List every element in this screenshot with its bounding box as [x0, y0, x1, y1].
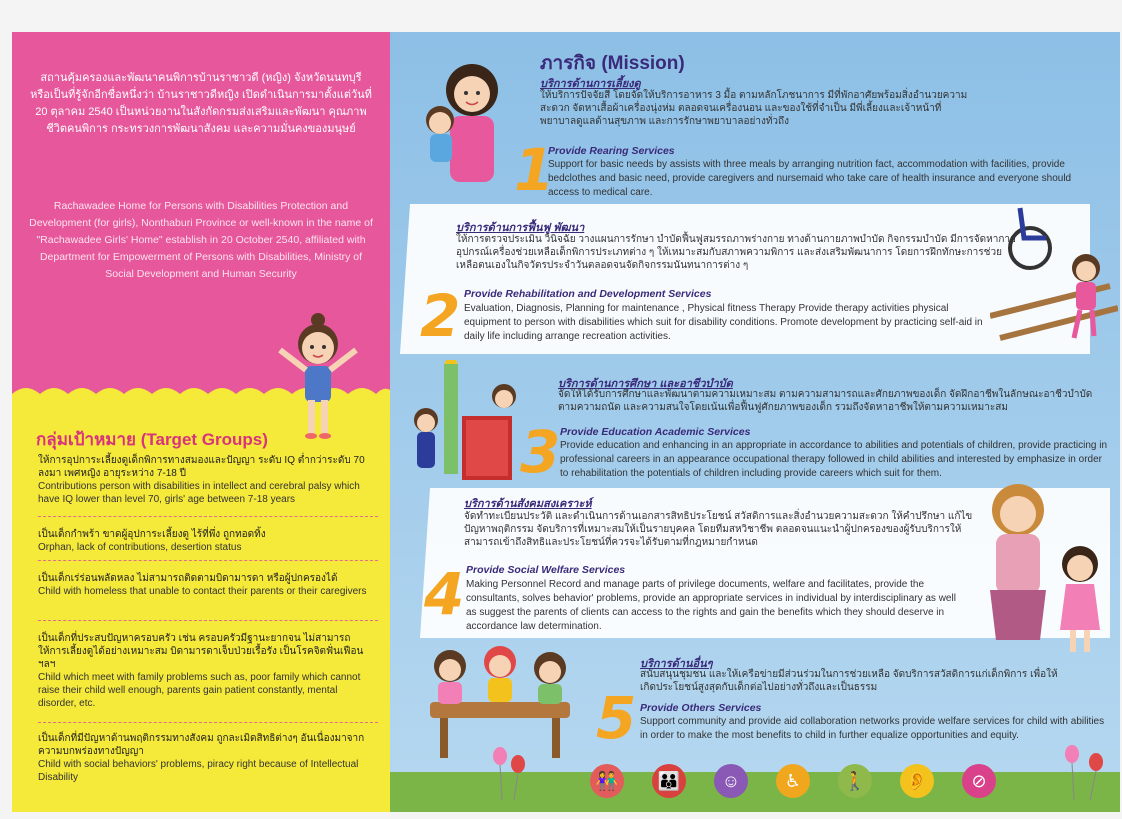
- service-4-english-text: Making Personnel Record and manage parts of privilege documents, welfare and facilitates, provide the consultants, solves behavior' problems, provide an appropriate services in individual by interdisciplinary as well as suggest the parents of clients can access to the rights and gain the benefits which they should deserve in accordance law determination.: [466, 579, 956, 632]
- disability-icons-row: [590, 764, 1110, 804]
- service-4-number: 4: [424, 560, 465, 628]
- walking-cane-icon: 🚶: [838, 764, 872, 798]
- dashed-divider: [38, 516, 378, 517]
- hearing-icon: 👂: [900, 764, 934, 798]
- service-5-number: 5: [596, 684, 637, 752]
- mother-baby-illustration: [410, 56, 520, 186]
- brochure-page: [12, 32, 1120, 812]
- service-5-english-title: Provide Others Services: [640, 702, 762, 714]
- service-2-english-title: Provide Rehabilitation and Development Services: [464, 288, 712, 300]
- service-5-thai-title: บริการด้านอื่นๆ: [640, 658, 713, 670]
- vision-icon: ⊘: [962, 764, 996, 798]
- service-3-thai-text: จัดให้ได้รับการศึกษาและพัฒนาตามความเหมาะสม ตามความสามารถและศักยภาพของเด็ก จัดฝึกอาชีพในลักษณะอาชีวบำบัด ตามความถนัด และความสนใจโดยเน้นเพื่อฟื้นฟูศักยภาพของเด็ก รวมถึงจัดหาอาชีพให้ตามความเหมาะสม: [558, 389, 1093, 413]
- target-group-item: [38, 572, 376, 598]
- target-group-english: Child with social behaviors' problems, piracy right because of Intellectual Disability: [38, 759, 359, 783]
- dashed-divider: [38, 620, 378, 621]
- target-group-thai: เป็นเด็กเร่ร่อนพลัดหลง ไม่สามารถติดตามบิดามารดา หรือผู้ปกครองได้: [38, 573, 338, 584]
- wheelchair-icon: ♿: [776, 764, 810, 798]
- service-5-thai-text: สนับสนุนชุมชน และให้เครือข่ายมีส่วนร่วมในการช่วยเหลือ จัดบริการสวัสดิการแก่เด็กพิการ เพื่อให้เกิดประโยชน์สูงสุดกับเด็กต่อไปอย่างทั่วถึงและเป็นธรรม: [640, 669, 1058, 693]
- mind-icon: ☺: [714, 764, 748, 798]
- service-5-english-text: Support community and provide aid collaboration networks provide welfare services for child with abilities in order to make the most benefits to child in further equalize opportunities and equity.: [640, 716, 1105, 741]
- service-1-english-title: Provide Rearing Services: [548, 145, 675, 157]
- target-group-item: [38, 732, 376, 784]
- girl-arms-up-illustration: [268, 310, 368, 450]
- target-group-item: [38, 632, 376, 710]
- service-1-number: 1: [514, 136, 555, 204]
- rehabilitation-illustration: [990, 198, 1118, 358]
- service-2-thai-title: บริการด้านการฟื้นฟู พัฒนา: [456, 222, 585, 234]
- left-column: [12, 32, 390, 812]
- service-4-english-title: Provide Social Welfare Services: [466, 564, 626, 576]
- service-2-english-text: Evaluation, Diagnosis, Planning for maintenance , Physical fitness Therapy Provide therapy activities physical equipment to person with disabilities which suit for disability conditions. Promote development by practicing self-aid in daily life including arrange recreation activities.: [464, 303, 983, 342]
- balloons-left-illustration: [490, 744, 530, 804]
- service-4-thai-title: บริการด้านสังคมสงเคราะห์: [464, 498, 592, 510]
- service-3-number: 3: [520, 418, 561, 486]
- service-4-thai-text: จัดทำทะเบียนประวัติ และดำเนินการด้านเอกสารสิทธิประโยชน์ สวัสดิการและสิ่งอำนวยความสะดวก ให้คำปรึกษา แก้ไขปัญหาพฤติกรรม จัดบริการที่เหมาะสมให้เป็นรายบุคคล โดยทีมสหวิชาชีพ ตลอดจนแนะนำผู้ปกครองของผู้รับบริการให้สามารถเข้าถึงสิทธิและประโยชน์ที่ควรจะได้รับตามที่กฎหมายกำหนด: [464, 511, 973, 548]
- target-group-thai: เป็นเด็กที่มีปัญหาด้านพฤติกรรมทางสังคม ถูกละเมิดสิทธิต่างๆ อันเนื่องมาจากความบกพร่องทางปัญญา: [38, 733, 365, 757]
- intro-english-text: Rachawadee Home for Persons with Disabilities Protection and Development (for girls), Nonthaburi Province or well-known in the name of "Rachawadee Girls' Home" establish in 20 October 2540, affiliated with Department for Empowerment of Persons with Disabilities, Ministry of Social Development and Human Security: [29, 200, 373, 280]
- target-group-item: [38, 454, 376, 506]
- target-group-thai: ให้การอุปการะเลี้ยงดูเด็กพิการทางสมองและปัญญา ระดับ IQ ต่ำกว่าระดับ 70 ลงมา เพศหญิง อายุระหว่าง 7-18 ปี: [38, 455, 365, 479]
- target-group-thai: เป็นเด็กที่ประสบปัญหาครอบครัว เช่น ครอบครัวมีฐานะยากจน ไม่สามารถให้การเลี้ยงดูได้อย่างเหมาะสม บิดามารดาเจ็บป่วยเรื้อรัง เป็นโรคจิตฟั่นเฟือน ฯลฯ: [38, 633, 364, 670]
- target-group-thai: เป็นเด็กกำพร้า ขาดผู้อุปการะเลี้ยงดู ไร้ที่พึ่ง ถูกทอดทิ้ง: [38, 529, 266, 540]
- children-icon: 👫: [590, 764, 624, 798]
- education-illustration: [404, 360, 534, 486]
- service-3-english-text: Provide education and enhancing in an appropriate in accordance to abilities and potentials of children, provide practicing in professional careers in an appearance occupational therapy followed in child abilities and interested by emphasize in order to rehabilitation the potentials of children including provide careers which suit for them.: [560, 440, 1108, 479]
- dashed-divider: [38, 722, 378, 723]
- service-2-thai-text: ให้การตรวจประเมิน วินิจฉัย วางแผนการรักษา บำบัดฟื้นฟูสมรรถภาพร่างกาย ทางด้านกายภาพบำบัด กิจกรรมบำบัด มีการจัดหากายอุปกรณ์เครื่องช่วยเหลือเด็กพิการประเภทต่าง ๆ ให้เหมาะสมกับสภาพความพิการ และส่งเสริมพัฒนาการ โดยการฝึกทักษะการช่วยเหลือตนเองในกิจวัตรประจำวันตลอดจนจัดกิจกรรมนันทนาการต่าง ๆ: [456, 234, 1016, 271]
- mission-column: [390, 32, 1120, 812]
- intro-thai-text: สถานคุ้มครองและพัฒนาคนพิการบ้านราชาวดี (หญิง) จังหวัดนนทบุรี หรือเป็นที่รู้จักอีกชื่อหนึ่งว่า บ้านราชาวดีหญิง เปิดดำเนินการมาตั้งแต่วันที่ 20 ตุลาคม 2540 เป็นหน่วยงานในสังกัดกรมส่งเสริมและพัฒนา คุณภาพชีวิตคนพิการ กระทรวงการพัฒนาสังคม และความมั่นคงของมนุษย์: [30, 72, 372, 135]
- target-group-english: Orphan, lack of contributions, desertion status: [38, 542, 242, 553]
- service-1-english-text: Support for basic needs by assists with three meals by arranging nutrition fact, accommodation with facilities, provide bedclothes and basic need, provide caregivers and nursemaid who take care of health insurance and everyone should access to medical care.: [548, 159, 1072, 198]
- target-group-english: Contributions person with disabilities in intellect and cerebral palsy which have IQ lower than level 70, girls' age between 7-18 years: [38, 481, 360, 505]
- service-1-thai-title: บริการด้านการเลี้ยงดู: [540, 78, 641, 90]
- service-2-number: 2: [420, 282, 461, 350]
- mission-title: ภารกิจ (Mission): [540, 53, 685, 74]
- service-3-thai-title: บริการด้านการศึกษา และอาชีวบำบัด: [558, 378, 733, 390]
- dashed-divider: [38, 560, 378, 561]
- children-group-icon: 👪: [652, 764, 686, 798]
- service-3-english-title: Provide Education Academic Services: [560, 426, 751, 438]
- target-group-english: Child with homeless that unable to contact their parents or their caregivers: [38, 586, 367, 597]
- target-groups-title: กลุ่มเป้าหมาย (Target Groups): [36, 430, 268, 449]
- target-group-english: Child which meet with family problems such as, poor family which cannot raise their child well enough, parents gain patient constantly, mental disorder, etc.: [38, 672, 361, 709]
- service-1-thai-text: ให้บริการปัจจัยสี่ โดยจัดให้บริการอาหาร 3 มื้อ ตามหลักโภชนาการ มีที่พักอาศัยพร้อมสิ่งอำนวยความสะดวก จัดหาเสื้อผ้าเครื่องนุ่งห่ม ตลอดจนเครื่องนอน และของใช้ที่จำเป็น มีพี่เลี้ยงและเจ้าหน้าที่พยาบาลดูแลด้านสุขภาพ และการรักษาพยาบาลอย่างทั่วถึง: [540, 90, 968, 127]
- mother-daughter-illustration: [980, 480, 1120, 660]
- target-group-item: [38, 528, 376, 554]
